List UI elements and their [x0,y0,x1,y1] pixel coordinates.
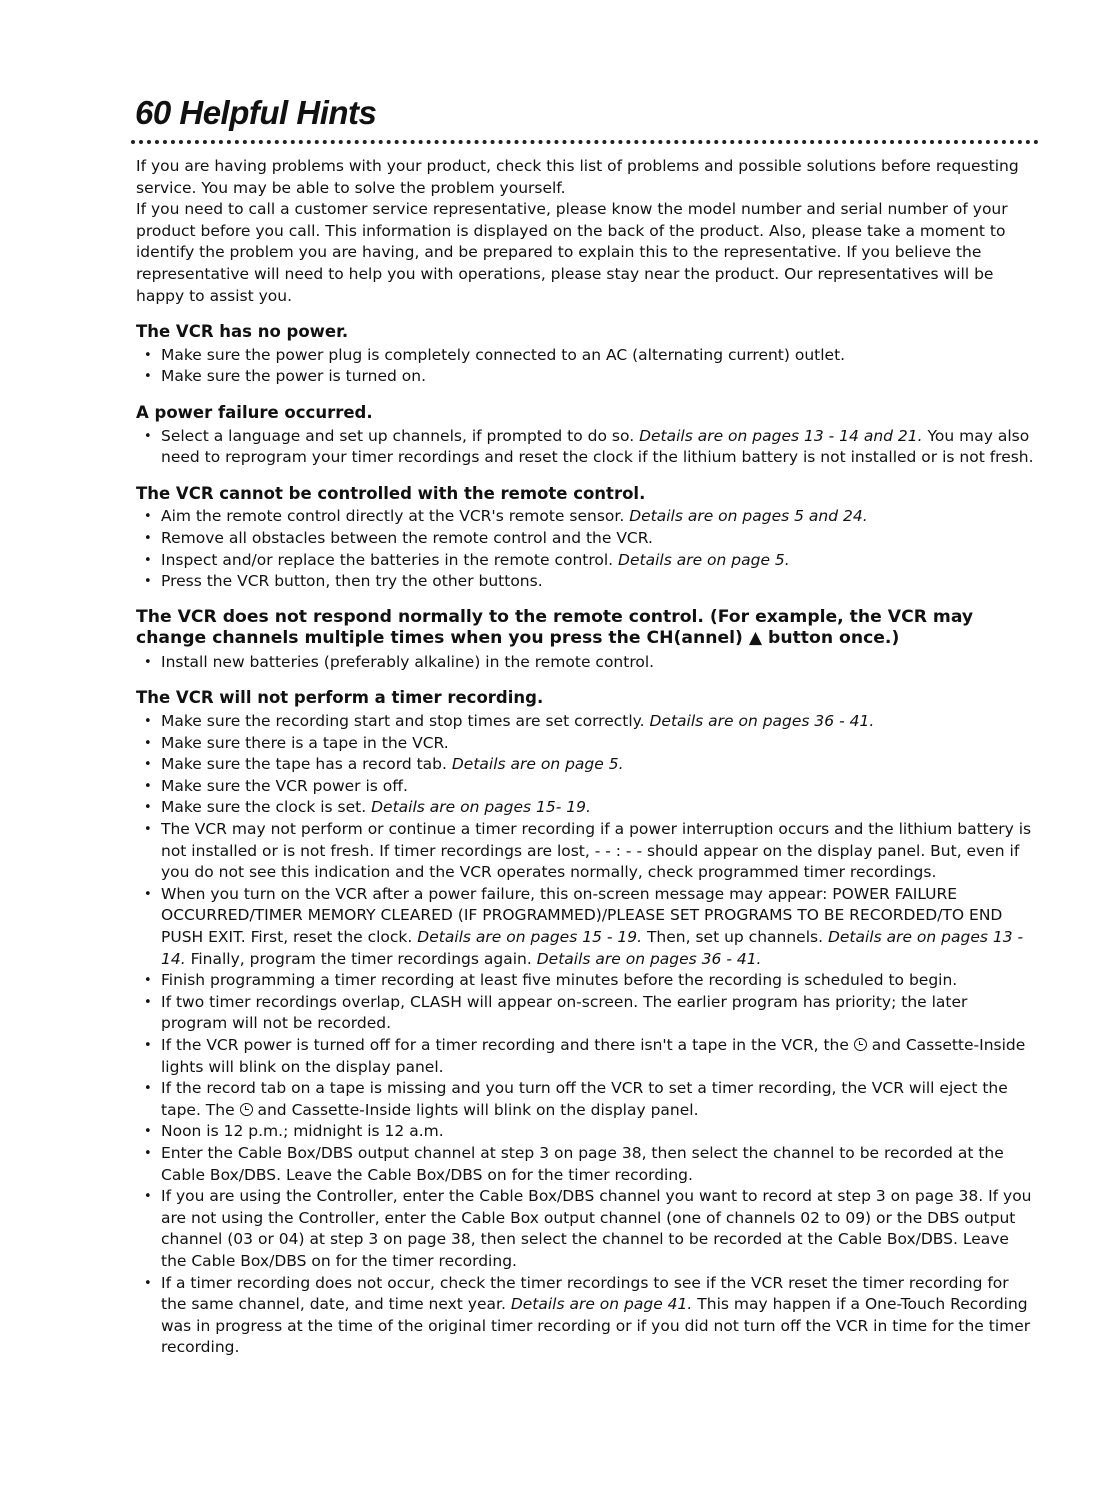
list-item: • Install new batteries (preferably alkaline) in the remote control. [136,652,1036,674]
list-item: • Remove all obstacles between the remote control and the VCR. [136,528,1036,550]
page-reference: Details are on page 5. [451,755,624,774]
timer-clock-icon [240,1103,253,1116]
dotted-divider [131,140,1039,144]
list-item: • Make sure the recording start and stop times are set correctly. Details are on pages 36 - 41. [136,711,1036,733]
bullet-list [136,652,1036,674]
list-item: • If the record tab on a tape is missing and you turn off the VCR to set a timer recording, the VCR will eject the tape. The and Cassette-Inside lights will blink on the display panel. [136,1078,1036,1121]
intro-paragraph: If you are having problems with your product, check this list of problems and possible solutions before requesting service. You may be able to solve the problem yourself. [136,157,1019,197]
list-item: • Enter the Cable Box/DBS output channel at step 3 on page 38, then select the channel to be recorded at the Cable Box/DBS. Leave the Cable Box/DBS on for the timer recording. [136,1143,1036,1186]
list-item: • If you are using the Controller, enter the Cable Box/DBS channel you want to record at step 3 on page 38. If you are not using the Controller, enter the Cable Box output channel (one of channels 02 to 09) or the DBS output channel (03 or 04) at step 3 on page 38, then select the channel to be recorded at the Cable Box/DBS. Leave the Cable Box/DBS on for the timer recording. [136,1186,1036,1272]
list-item: • If two timer recordings overlap, CLASH will appear on-screen. The earlier program has priority; the later program will not be recorded. [136,992,1036,1035]
list-item: • Make sure the clock is set. Details are on pages 15- 19. [136,797,1036,819]
bullet-list [136,711,1036,1359]
timer-clock-icon [854,1038,867,1051]
page-reference: Details are on pages 13 - 14 and 21. [639,426,923,445]
list-item: • Noon is 12 p.m.; midnight is 12 a.m. [136,1121,1036,1143]
page-reference: Details are on pages 36 - 41. [649,712,875,731]
list-item: • Finish programming a timer recording at least five minutes before the recording is scheduled to begin. [136,970,1036,992]
list-item: • If the VCR power is turned off for a timer recording and there isn't a tape in the VCR, the and Cassette-Inside lights will blink on the display panel. [136,1035,1036,1078]
page-reference: Details are on page 5. [618,550,790,569]
page [136,92,1036,1359]
section-heading: The VCR does not respond normally to the remote control. (For example, the VCR may change channels multiple times when you press the CH(annel) ▲ button once.) [136,606,974,649]
page-reference: Details are on page 41. [510,1295,693,1314]
list-item: • The VCR may not perform or continue a timer recording if a power interruption occurs and the lithium battery is not installed or is not fresh. If timer recordings are lost, - - : - - should appear on the display panel. But, even if you do not see this indication and the VCR operates normally, check programmed timer recordings. [136,819,1036,884]
list-item: • Select a language and set up channels, if prompted to do so. Details are on pages 13 - 14 and 21. You may also need to reprogram your timer recordings and reset the clock if the lithium battery is not installed or is not fresh. [136,426,1036,469]
section-heading: The VCR cannot be controlled with the remote control. [136,483,646,503]
list-item: • Make sure there is a tape in the VCR. [136,733,1036,755]
list-item: • Aim the remote control directly at the VCR's remote sensor. Details are on pages 5 and 24. [136,506,1036,528]
bullet-list [136,426,1036,469]
page-reference: Details are on pages 36 - 41. [536,949,762,968]
page-reference: Details are on pages 15- 19. [371,798,591,817]
bullet-list [136,506,1036,592]
list-item: • Make sure the power plug is completely connected to an AC (alternating current) outlet. [136,345,1036,367]
list-item: • Make sure the VCR power is off. [136,776,1036,798]
list-item: • When you turn on the VCR after a power failure, this on-screen message may appear: POWER FAILURE OCCURRED/TIMER MEMORY CLEARED (IF PROGRAMMED)/PLEASE SET PROGRAMS TO BE RECORDED/TO END PUSH EXIT. First, reset the clock. Details are on pages 15 - 19. Then, set up channels. Details are on pages 13 - 14. Finally, program the timer recordings again. Details are on pages 36 - 41. [136,884,1036,970]
page-reference: Details are on pages 13 - 14. [161,928,1024,968]
section-heading: The VCR has no power. [136,322,349,342]
page-reference: Details are on pages 15 - 19. [417,928,643,946]
list-item: • Make sure the power is turned on. [136,366,1036,388]
section-heading: The VCR will not perform a timer recording. [136,688,544,708]
page-reference: Details are on pages 5 and 24. [629,507,868,526]
page-title: 60 Helpful Hints [135,94,377,131]
list-item: • Press the VCR button, then try the other buttons. [136,571,1036,593]
section-heading: A power failure occurred. [136,402,373,422]
list-item: • If a timer recording does not occur, check the timer recordings to see if the VCR reset the timer recording for the same channel, date, and time next year. Details are on page 41. This may happen if a One-Touch Recording was in progress at the time of the original timer recording or if you did not turn off the VCR in time for the timer recording. [136,1273,1036,1359]
list-item: • Make sure the tape has a record tab. Details are on page 5. [136,754,1036,776]
intro-paragraph: If you need to call a customer service representative, please know the model number and serial number of your product before you call. This information is displayed on the back of the product. Also, please take a moment to identify the problem you are having, and be prepared to explain this to the representative. If you believe the representative will need to help you with operations, please stay near the product. Our representatives will be happy to assist you. [136,200,1008,305]
list-item: • Inspect and/or replace the batteries in the remote control. Details are on page 5. [136,550,1036,572]
bullet-list [136,345,1036,388]
